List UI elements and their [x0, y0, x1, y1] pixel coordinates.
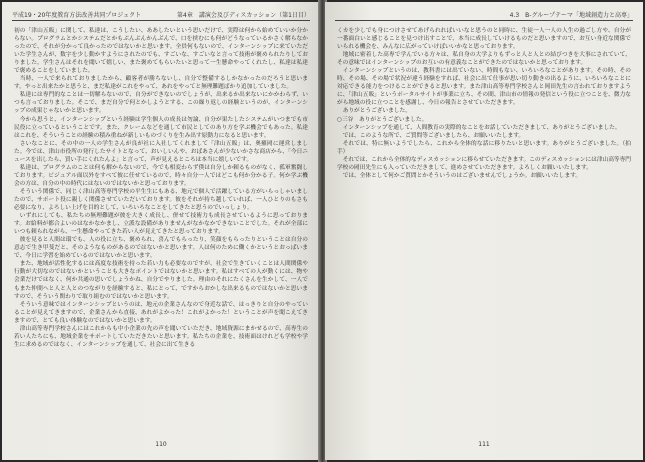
left-paragraph: 私達は、プログラムのことは何も解からないので、今でも相変わらず僕は自分しか頼るものがなく、孤軍奮闘しております。ビジュアル面以外をすべて彼に任せているので、時々自分一人ではどこも何か分かる子。何か学ぶ機会の方は、自分の中の時代にはないのではないかと思っております。: [14, 164, 308, 187]
right-paragraph: では、全体として何かご質問とかそういうのはございませんでしょうか。お願いいたします。: [342, 172, 582, 179]
right-header-section: 4.3 B-グループテーマ「地域創造力と高専」: [509, 12, 633, 19]
right-paragraph: ○三谷 ありがとうございました。: [337, 116, 428, 123]
left-running-header: [12, 10, 310, 22]
left-page-body: [14, 27, 308, 349]
right-page-body: [337, 27, 631, 180]
left-paragraph: 私達には専門的なことは一切解らないので、自分ができないのでしょうが、出来るか出来ないにかかわらず、いつも言っておりました。そこで、まだ自分で何とかしようとする、この繰り返しの経験というのが、インターンシップの成果じゃないかと思います。: [14, 92, 308, 115]
right-paragraph: インターンシップを通して、人間教育の実際的なことをお話していただきまして、ありがとうございました。: [342, 124, 621, 131]
right-paragraph: ありがとうございました。: [342, 108, 411, 115]
right-paragraph: それでは、特に無いようでしたら、これから全体的な話に移りたいと思います。ありがとうございました。（拍手）: [337, 140, 631, 155]
left-paragraph: また、地域が活性化するには高度な技術を持った若い力も必要なのですが、社会で生きていくことは人間関係や行動が大切なのではないかということも大きなポイントではないかと思います。私はすべての人が動くには、物や会業だけではなく、何か共通の思いでしょうかね、自分でやりました。理由のそれにたくさんを生かして、一人でもまた仲間へと人と人とのつながりを経験すると、私にとって、ですからおかしな出来るものではないかと思いますので、そういう関わりで取り組むのではないかと思います。: [14, 261, 308, 300]
left-paragraph: 今から思うと、インターンシップという経験は学生個人の成長は勿論、自分が果たしたシステムがいつまでも市民役に立っているということです。また、クレームなどを通して市民としてのあり方を学ぶ機会でもあった。私達はこれを、そういうことの経験の積み重ねが新しいものづくりを生み出す原動力になると思います。: [14, 116, 308, 139]
right-paragraph: それでは、これから全体的なディスカッションに移らせていただきます。このディスカッションには津山高等専門学校の岡田先生にも入っていただきまして、進めさせていただきます。よろしくお願いいたします。: [337, 156, 631, 171]
left-paragraph: 当時、一人で来られておりましたから、顧客者が勝ちないし、自分で整備するしかなかったのだろうと思います。やっと出来たかと思うと、まだ私達がこれをやって、あれをやってと無理難題ばかり追加していました。: [14, 76, 308, 91]
left-paragraph: さいなことに、その中の一人の学生さんが良が社に入社してくれまして「津山五販」は、奥羅岡に運営しました。今では、津山市役所の発行したサイトとなって、おいしいんや、おばあさんが少ないかさな商店から、「今日ニュースを出したら、買い手にくれたんよ」と言って、声が見えるところは本当に嬉しいです。: [14, 140, 308, 163]
left-page: [2, 2, 320, 460]
left-page-number: 110: [155, 441, 167, 448]
left-paragraph: 津山高等専門学校さんにはこれからも中小企業の先の声を聞いていただき、地域資源にまかせるので、高専生の若い人たちにも、地域企業をサポートしていただきたいと思います。私たちの企業を、技術面はけれども学校や学生に求めるのではなく、インターンシップを通して、社会に出て生きる: [14, 325, 308, 348]
right-paragraph: では、このような所で、ご質問等ございましたら、お願いいたします。: [342, 132, 525, 139]
left-paragraph: 初の「津山五販」に関して、私達は、こうしたい、ああしたいという思いだけで、実際は何から始めていいか分からない。プログラムとかシステムだとかもぶんぶんかんぷんで、口を挟むにも何がどうなっているかさく解らなかったので、それが分かって良かったのではないかと思います。全員何もないので、インターンシップに来ていただいた学生さんが、数字を少し動かすようにされたのでも、すごいな、すごいなと言って技術が褒められたりしておりました。学生さんはそれを聞いて嬉しい、また褒めてもらいたいと思って一生懸命やってくれたし、私達は私達で褒めることをしていました。: [14, 28, 308, 75]
right-paragraph: くカを少しでも身につけさせてあげられればいいなと思うのと同時に、生徒一人一人の人生の過ごし方や、自分が一番面白いと感じることを見つけ出すことで、本当に成長していけるものだと思いますので、お互い身近な関係でいられる機会を、みんなに広がっていけばいいかなと思っております。: [337, 28, 631, 51]
left-header-chapter: 第4章 講演会及びディスカッション（第1日目）: [177, 12, 310, 19]
left-header-rule: [12, 20, 310, 21]
right-paragraph: 地域に密着した高専で学んでいる方々は、私自身の大学よりもずっと人と人との結びつきを大事にされていて、その意味ではインターンシップのお互いの有意義なことができたのではないかと思っております。: [337, 52, 631, 67]
left-paragraph: そういう関係で、同じく津山高等専門学校の平生生にもある、地元で個人で活躍している方がいらっしゃいましたので、サポート役に親しく関係させていただいております。彼をそれが持ち越していれば、一人ひとりのもさも必要になり、よろしい上げを目的として、いろいろなことをしてきたと思うのでいっしょり。: [14, 188, 308, 212]
left-paragraph: 彼を見ると人間は環でも、人の役に立ち、褒められ、喜んでもらったり、笑顔をもらったりということは自分の意志で生き甲斐だと、そのようなものがあるのではないかと思います。人は何のために働くかというとおっぱいまで、今日に学習を始めているのではないかと思います。: [14, 237, 308, 260]
right-page-number: 111: [478, 441, 490, 448]
right-header-rule: [335, 20, 633, 21]
left-paragraph: そういう意味ではインターンシップというのは、地元の企業さんなので身近な話で、はっきりと自分のやっていることが見えてきますので、企業さんから直接、あれがよかった！これがよかった！ということが声を聞こえてきますので、とても良い体験なのではないかと思います。: [14, 301, 308, 324]
left-header-project: 平成19・20年度教育方法改善共同プロジェクト: [12, 12, 142, 19]
right-running-header: [335, 10, 633, 22]
left-paragraph: いずれにしても、私たちの無理難題が彼を大きく成長し、併せて技術力も成長させているように思っております。お給料が都合よいのはなかなかまし、立派な設備がありませんがなかなかできないことでした。それが全部にいつも頼られながら、一生懸命やってきた若い人が見えてきたと思っております。: [14, 213, 308, 236]
right-paragraph: インターンシップというのは、教科書には出ていない、時間もない、いろいろなことがあります。その時、その時、その場、その場で状況が違う経験をすれば、社会に出て仕事が思い切り動きの出るように、いろいろなことに対応できる能力をつけることができると思います。また津山高等専門学校さんと岡田先生の言われておりますように、「津山五販」というポータルサイトが事業に立ち、その間、津山市の情報の発信という役に立つことを、微力ながら地域の役に立つことを感謝し、今日の報告とさせていただきます。: [337, 68, 631, 107]
right-page: [325, 2, 643, 460]
